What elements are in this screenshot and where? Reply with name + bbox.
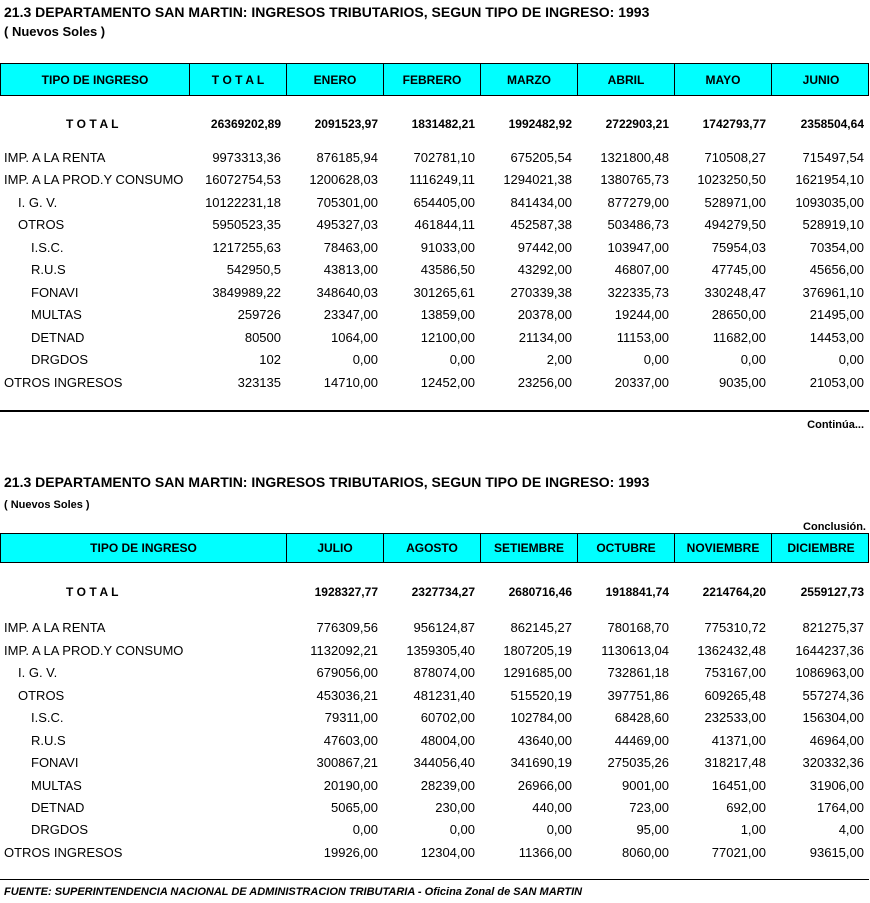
part1-table-row-2-value-0: 10122231,18 — [205, 195, 281, 210]
part1-table-row-6-value-5: 330248,47 — [704, 285, 766, 300]
part1-table-row-5-value-5: 47745,00 — [711, 262, 766, 277]
part2-table-row-7-label: MULTAS — [31, 778, 82, 793]
part2-col-header-2: AGOSTO — [384, 534, 481, 562]
part1-table-row-4-value-0: 1217255,63 — [212, 240, 281, 255]
part1-table-row-1-value-3: 1294021,38 — [503, 172, 572, 187]
part2-table-row-9-value-3: 95,00 — [636, 822, 669, 837]
part1-table-row-7-value-3: 20378,00 — [517, 307, 572, 322]
part2-table-row-5-value-0: 47603,00 — [323, 733, 378, 748]
part2-table-row-9 — [0, 822, 870, 840]
part2-table-row-4-value-3: 68428,60 — [614, 710, 669, 725]
part1-table-row-1-value-5: 1023250,50 — [697, 172, 766, 187]
part1-col-header-6: MAYO — [675, 64, 772, 95]
part1-table-row-7-value-4: 19244,00 — [614, 307, 669, 322]
part2-table-row-7 — [0, 778, 870, 796]
part2-table-row-9-value-5: 4,00 — [838, 822, 864, 837]
part1-table-row-1-value-6: 1621954,10 — [795, 172, 864, 187]
part2-col-header-5: NOVIEMBRE — [675, 534, 772, 562]
part2-col-header-6: DICIEMBRE — [787, 541, 855, 555]
part2-table-row-1-value-2: 1807205,19 — [503, 643, 572, 658]
part2-table-row-7-value-2: 26966,00 — [517, 778, 572, 793]
part2-table-row-5-label: R.U.S — [31, 733, 66, 748]
part1-table-row-10-value-4: 20337,00 — [614, 375, 669, 390]
part2-table-row-0-value-1: 956124,87 — [413, 620, 475, 635]
part1-total-row-value-2: 1831482,21 — [411, 117, 475, 131]
part1-table-row-5-value-0: 542950,5 — [226, 262, 281, 277]
part1-total-row-value-1: 2091523,97 — [314, 117, 378, 131]
part1-table-row-3-value-3: 452587,38 — [510, 217, 572, 232]
part2-table-row-6-value-4: 318217,48 — [704, 755, 766, 770]
part2-table-row-8-value-4: 692,00 — [726, 800, 766, 815]
source-note: FUENTE: SUPERINTENDENCIA NACIONAL DE ADMINISTRACION TRIBUTARIA - Oficina Zonal de SAN MARTIN — [4, 886, 583, 898]
part2-table-row-0 — [0, 620, 870, 638]
part2-table-row-7-value-0: 20190,00 — [323, 778, 378, 793]
part1-total-row-value-4: 2722903,21 — [605, 117, 669, 131]
part2-total-row-value-2: 2680716,46 — [508, 585, 572, 599]
part2-table-row-0-value-2: 862145,27 — [510, 620, 572, 635]
part1-total-row-value-6: 2358504,64 — [800, 117, 864, 131]
part2-table-row-8-value-3: 723,00 — [629, 800, 669, 815]
part2-table-row-10-value-3: 8060,00 — [622, 845, 669, 860]
part1-table-row-6-label: FONAVI — [31, 285, 79, 300]
part1-table-row-5-value-6: 45656,00 — [809, 262, 864, 277]
part2-table-row-10-value-2: 11366,00 — [518, 845, 572, 860]
part1-table-row-6-value-4: 322335,73 — [607, 285, 669, 300]
part2-table-row-2-value-3: 732861,18 — [607, 665, 669, 680]
part1-table-row-2-value-1: 705301,00 — [316, 195, 378, 210]
part1-table-row-0-value-2: 702781,10 — [413, 150, 475, 165]
part1-table-row-8-label: DETNAD — [31, 330, 85, 345]
part1-col-header-4: MARZO — [481, 64, 578, 95]
part2-table-row-3-value-1: 481231,40 — [413, 688, 475, 703]
part1-table-row-4-value-1: 78463,00 — [323, 240, 378, 255]
part2-table-row-2-value-5: 1086963,00 — [795, 665, 864, 680]
part1-table-row-0-label: IMP. A LA RENTA — [4, 150, 106, 165]
part1-subtitle: ( Nuevos Soles ) — [4, 24, 106, 39]
part2-table-row-10-value-1: 12304,00 — [420, 845, 475, 860]
part1-table-row-7-value-5: 28650,00 — [711, 307, 766, 322]
part2-table-row-6-value-5: 320332,36 — [802, 755, 864, 770]
part1-table-row-9-label: DRGDOS — [31, 352, 89, 367]
part2-total-row — [0, 585, 870, 603]
part2-table-row-9-label: DRGDOS — [31, 822, 89, 837]
part2-table-row-7-value-4: 16451,00 — [711, 778, 766, 793]
part1-table-row-4-value-3: 97442,00 — [517, 240, 572, 255]
part2-table-row-4-value-5: 156304,00 — [802, 710, 864, 725]
part2-table-row-3-value-2: 515520,19 — [510, 688, 572, 703]
part1-table-row-8 — [0, 330, 870, 348]
part1-col-header-1: T O T A L — [190, 64, 287, 95]
part2-total-row-value-4: 2214764,20 — [702, 585, 766, 599]
part2-table-row-10 — [0, 845, 870, 863]
part2-table-row-8-label: DETNAD — [31, 800, 85, 815]
part1-table-row-2-value-3: 841434,00 — [510, 195, 572, 210]
part2-table-row-10-value-4: 77021,00 — [711, 845, 766, 860]
part1-total-row-value-5: 1742793,77 — [702, 117, 766, 131]
part1-table-row-5-value-3: 43292,00 — [517, 262, 572, 277]
part1-table-row-2-value-5: 528971,00 — [704, 195, 766, 210]
part1-table-row-7-value-2: 13859,00 — [420, 307, 475, 322]
part1-table-row-3 — [0, 217, 870, 235]
part1-table-row-10-value-6: 21053,00 — [809, 375, 864, 390]
part2-table-row-9-value-1: 0,00 — [449, 822, 475, 837]
part1-table-row-5-value-2: 43586,50 — [420, 262, 475, 277]
part1-table-row-9 — [0, 352, 870, 370]
part2-table-row-6-value-1: 344056,40 — [413, 755, 475, 770]
part1-table-row-0-value-4: 1321800,48 — [600, 150, 669, 165]
part2-subtitle: ( Nuevos Soles ) — [4, 499, 90, 511]
part2-bottom-rule — [0, 879, 869, 880]
part1-table-row-3-value-4: 503486,73 — [607, 217, 669, 232]
part2-table-row-1-value-4: 1362432,48 — [697, 643, 766, 658]
part1-col-header-2: ENERO — [287, 64, 384, 95]
part1-table-row-6 — [0, 285, 870, 303]
part1-table-row-7-value-0: 259726 — [237, 307, 281, 322]
part2-table-row-1-label: IMP. A LA PROD.Y CONSUMO — [4, 643, 184, 658]
part2-table-row-0-label: IMP. A LA RENTA — [4, 620, 106, 635]
part1-col-header-0: TIPO DE INGRESO — [1, 64, 190, 95]
part2-table-row-3 — [0, 688, 870, 706]
part1-table-row-1-value-1: 1200628,03 — [309, 172, 378, 187]
part1-table-row-2 — [0, 195, 870, 213]
part1-table-row-7 — [0, 307, 870, 325]
part1-table-row-10-value-2: 12452,00 — [420, 375, 475, 390]
part2-table-row-10-value-0: 19926,00 — [323, 845, 378, 860]
part2-table-row-6-value-0: 300867,21 — [316, 755, 378, 770]
part1-table-row-4-value-2: 91033,00 — [420, 240, 475, 255]
part2-table-row-2-value-1: 878074,00 — [413, 665, 475, 680]
part2-table-row-5-value-1: 48004,00 — [420, 733, 475, 748]
part2-table-row-3-value-3: 397751,86 — [607, 688, 669, 703]
part1-table-row-2-value-4: 877279,00 — [607, 195, 669, 210]
part2-table-row-8-value-0: 5065,00 — [331, 800, 378, 815]
part1-table-row-8-value-2: 12100,00 — [420, 330, 475, 345]
part1-table-row-7-value-1: 23347,00 — [323, 307, 378, 322]
part1-table-row-0 — [0, 150, 870, 168]
part1-table-row-2-label: I. G. V. — [18, 195, 58, 210]
part2-table-row-9-value-4: 1,00 — [740, 822, 766, 837]
part1-table-row-10-value-5: 9035,00 — [719, 375, 766, 390]
part1-table-row-10-value-1: 14710,00 — [323, 375, 378, 390]
part1-table-row-4-value-5: 75954,03 — [711, 240, 766, 255]
part2-table-row-8-value-1: 230,00 — [435, 800, 475, 815]
part1-table-row-0-value-0: 9973313,36 — [212, 150, 281, 165]
part2-header-row — [0, 533, 869, 563]
part2-table-row-8-value-5: 1764,00 — [817, 800, 864, 815]
part1-table-row-1-value-2: 1116249,11 — [409, 172, 475, 187]
part2-table-row-8 — [0, 800, 870, 818]
part1-bottom-rule — [0, 410, 869, 412]
part2-table-row-0-value-0: 776309,56 — [316, 620, 378, 635]
part2-table-row-1-value-3: 1130613,04 — [601, 643, 669, 658]
part1-table-row-8-value-1: 1064,00 — [331, 330, 378, 345]
part2-table-row-6-value-2: 341690,19 — [510, 755, 572, 770]
part1-table-row-9-value-3: 2,00 — [546, 352, 572, 367]
part2-table-row-4 — [0, 710, 870, 728]
part1-table-row-5-label: R.U.S — [31, 262, 66, 277]
part1-table-row-6-value-6: 376961,10 — [802, 285, 864, 300]
part1-table-row-1-label: IMP. A LA PROD.Y CONSUMO — [4, 172, 184, 187]
part1-table-row-6-value-2: 301265,61 — [413, 285, 475, 300]
part1-table-row-9-value-6: 0,00 — [838, 352, 864, 367]
part2-table-row-5 — [0, 733, 870, 751]
part1-table-row-6-value-3: 270339,38 — [510, 285, 572, 300]
part2-col-header-3: SETIEMBRE — [481, 534, 578, 562]
part1-table-row-8-value-4: 11153,00 — [616, 330, 669, 345]
part1-table-row-10-value-3: 23256,00 — [517, 375, 572, 390]
part1-table-row-2-value-6: 1093035,00 — [795, 195, 864, 210]
part2-table-row-5-value-3: 44469,00 — [614, 733, 669, 748]
part1-table-row-10 — [0, 375, 870, 393]
part1-total-row-label: T O T A L — [66, 117, 119, 131]
part1-table-row-0-value-1: 876185,94 — [316, 150, 378, 165]
part1-total-row-value-0: 26369202,89 — [210, 117, 281, 131]
part2-table-row-7-value-5: 31906,00 — [809, 778, 864, 793]
part2-table-row-10-label: OTROS INGRESOS — [4, 845, 123, 860]
part1-table-row-8-value-3: 21134,00 — [518, 330, 572, 345]
part1-table-row-7-value-6: 21495,00 — [809, 307, 864, 322]
part1-table-row-10-value-0: 323135 — [237, 375, 281, 390]
part2-table-row-7-value-3: 9001,00 — [622, 778, 669, 793]
part1-table-row-1-value-0: 16072754,53 — [205, 172, 281, 187]
part1-table-row-3-value-2: 461844,11 — [414, 217, 475, 232]
part1-table-row-4-label: I.S.C. — [31, 240, 64, 255]
part2-table-row-4-value-2: 102784,00 — [510, 710, 572, 725]
part2-col-header-4: OCTUBRE — [578, 534, 675, 562]
part2-table-row-0-value-5: 821275,37 — [802, 620, 864, 635]
part2-table-row-2-value-0: 679056,00 — [316, 665, 378, 680]
part2-total-row-value-5: 2559127,73 — [800, 585, 864, 599]
part2-table-row-3-label: OTROS — [18, 688, 65, 703]
part1-table-row-4 — [0, 240, 870, 258]
part1-table-row-1 — [0, 172, 870, 190]
part2-table-row-4-value-1: 60702,00 — [420, 710, 475, 725]
part1-table-row-9-value-5: 0,00 — [740, 352, 766, 367]
part2-table-row-0-value-4: 775310,72 — [704, 620, 766, 635]
part2-table-row-6-label: FONAVI — [31, 755, 79, 770]
part1-table-row-2-value-2: 654405,00 — [413, 195, 475, 210]
part1-col-header-3: FEBRERO — [384, 64, 481, 95]
part1-table-row-0-value-3: 675205,54 — [510, 150, 572, 165]
conclusion-note: Conclusión. — [803, 521, 866, 533]
part2-table-row-6-value-3: 275035,26 — [607, 755, 669, 770]
part2-table-row-2-value-2: 1291685,00 — [503, 665, 572, 680]
part2-table-row-2-value-4: 753167,00 — [704, 665, 766, 680]
part2-table-row-10-value-5: 93615,00 — [809, 845, 864, 860]
part2-table-row-1-value-1: 1359305,40 — [406, 643, 475, 658]
part2-table-row-4-value-4: 232533,00 — [704, 710, 766, 725]
part1-table-row-3-value-5: 494279,50 — [704, 217, 766, 232]
part2-table-row-5-value-4: 41371,00 — [711, 733, 766, 748]
part2-table-row-2 — [0, 665, 870, 683]
part2-table-row-1-value-5: 1644237,36 — [795, 643, 864, 658]
part1-header-row — [0, 63, 869, 96]
part2-total-row-value-3: 1918841,74 — [605, 585, 669, 599]
part1-table-row-5 — [0, 262, 870, 280]
part1-total-row — [0, 117, 870, 135]
part1-table-row-5-value-1: 43813,00 — [323, 262, 378, 277]
part2-table-row-4-label: I.S.C. — [31, 710, 64, 725]
part1-table-row-9-value-4: 0,00 — [643, 352, 669, 367]
part1-table-row-3-label: OTROS — [18, 217, 65, 232]
part2-table-row-0-value-3: 780168,70 — [607, 620, 669, 635]
part1-table-row-3-value-0: 5950523,35 — [212, 217, 281, 232]
part1-total-row-value-3: 1992482,92 — [508, 117, 572, 131]
part1-table-row-8-value-6: 14453,00 — [809, 330, 864, 345]
part2-table-row-1-value-0: 1132092,21 — [310, 643, 378, 658]
part2-total-row-value-1: 2327734,27 — [411, 585, 475, 599]
part1-table-row-6-value-0: 3849989,22 — [212, 285, 281, 300]
part1-table-row-4-value-6: 70354,00 — [809, 240, 864, 255]
part1-table-row-8-value-5: 11682,00 — [712, 330, 766, 345]
part2-col-header-1: JULIO — [287, 534, 384, 562]
continua-note: Continúa... — [807, 419, 864, 431]
part1-title: 21.3 DEPARTAMENTO SAN MARTIN: INGRESOS TRIBUTARIOS, SEGUN TIPO DE INGRESO: 1993 — [4, 4, 650, 20]
part2-table-row-5-value-2: 43640,00 — [517, 733, 572, 748]
part2-table-row-3-value-5: 557274,36 — [802, 688, 864, 703]
part2-total-row-label: T O T A L — [66, 585, 119, 599]
part1-table-row-0-value-5: 710508,27 — [704, 150, 766, 165]
part1-table-row-3-value-1: 495327,03 — [316, 217, 378, 232]
part1-table-row-5-value-4: 46807,00 — [614, 262, 669, 277]
part1-table-row-4-value-4: 103947,00 — [607, 240, 669, 255]
part2-total-row-value-0: 1928327,77 — [314, 585, 378, 599]
part2-table-row-2-label: I. G. V. — [18, 665, 58, 680]
part2-table-row-5-value-5: 46964,00 — [809, 733, 864, 748]
part1-table-row-8-value-0: 80500 — [244, 330, 281, 345]
part2-table-row-1 — [0, 643, 870, 661]
part1-table-row-1-value-4: 1380765,73 — [600, 172, 669, 187]
part1-col-header-5: ABRIL — [578, 64, 675, 95]
part2-table-row-3-value-0: 453036,21 — [316, 688, 378, 703]
part1-table-row-7-label: MULTAS — [31, 307, 82, 322]
part1-table-row-0-value-6: 715497,54 — [802, 150, 864, 165]
part1-table-row-9-value-1: 0,00 — [352, 352, 378, 367]
part2-table-row-9-value-2: 0,00 — [546, 822, 572, 837]
part1-table-row-3-value-6: 528919,10 — [802, 217, 864, 232]
part1-col-header-7: JUNIO — [802, 72, 840, 87]
part2-table-row-4-value-0: 79311,00 — [324, 710, 378, 725]
part2-table-row-7-value-1: 28239,00 — [420, 778, 475, 793]
part1-table-row-6-value-1: 348640,03 — [316, 285, 378, 300]
part1-table-row-9-value-2: 0,00 — [449, 352, 475, 367]
part2-col-header-0: TIPO DE INGRESO — [1, 534, 287, 562]
part2-title: 21.3 DEPARTAMENTO SAN MARTIN: INGRESOS TRIBUTARIOS, SEGUN TIPO DE INGRESO: 1993 — [4, 474, 650, 490]
part1-table-row-9-value-0: 102 — [259, 352, 281, 367]
part2-table-row-3-value-4: 609265,48 — [704, 688, 766, 703]
part2-table-row-9-value-0: 0,00 — [352, 822, 378, 837]
part1-table-row-10-label: OTROS INGRESOS — [4, 375, 123, 390]
part2-table-row-8-value-2: 440,00 — [532, 800, 572, 815]
part2-table-row-6 — [0, 755, 870, 773]
